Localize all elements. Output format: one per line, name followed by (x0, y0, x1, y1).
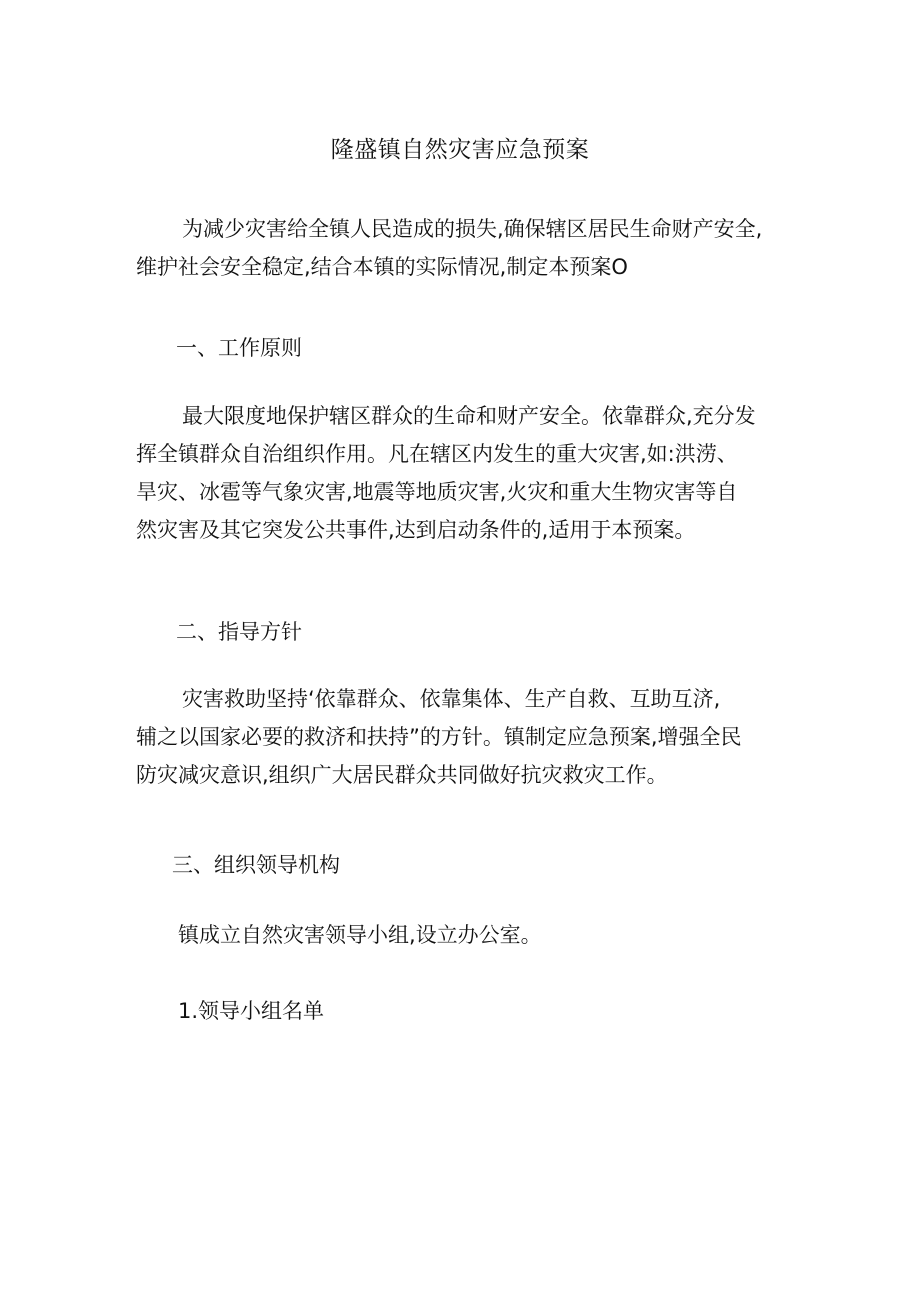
paragraph-line: 防灾减灾意识,组织广大居民群众共同做好抗灾救灾工作。 (136, 763, 668, 787)
document-title: 隆盛镇自然灾害应急预案 (330, 137, 590, 163)
principles-paragraph (136, 397, 796, 549)
guidelines-paragraph (136, 680, 796, 794)
paragraph-line: 灾害救助坚持‘依靠群众、依靠集体、生产自救、互助互济, (182, 687, 721, 711)
paragraph-line: 最大限度地保护辖区群众的生命和财产安全。依靠群众,充分发 (182, 404, 756, 428)
paragraph-line: 挥全镇群众自治组织作用。凡在辖区内发生的重大灾害,如:洪涝、 (136, 442, 738, 466)
section-heading-principles: 一、工作原则 (176, 336, 302, 360)
subheading-leader-list: 1.领导小组名单 (178, 999, 325, 1023)
paragraph-line: 辅之以国家必要的救济和扶持”的方针。镇制定应急预案,增强全民 (136, 725, 742, 749)
paragraph-line: 旱灾、冰雹等气象灾害,地震等地质灾害,火灾和重大生物灾害等自 (136, 480, 738, 504)
paragraph-line: 然灾害及其它突发公共事件,达到启动条件的,适用于本预案。 (136, 518, 696, 542)
section-heading-organization: 三、组织领导机构 (172, 853, 340, 877)
intro-paragraph (136, 210, 796, 286)
section-heading-guidelines: 二、指导方针 (176, 620, 302, 644)
organization-paragraph: 镇成立自然灾害领导小组,设立办公室。 (178, 923, 542, 947)
intro-line: 为减少灾害给全镇人民造成的损失,确保辖区居民生命财产安全, (182, 217, 763, 241)
intro-line: 维护社会安全稳定,结合本镇的实际情况,制定本预案O (136, 255, 628, 279)
